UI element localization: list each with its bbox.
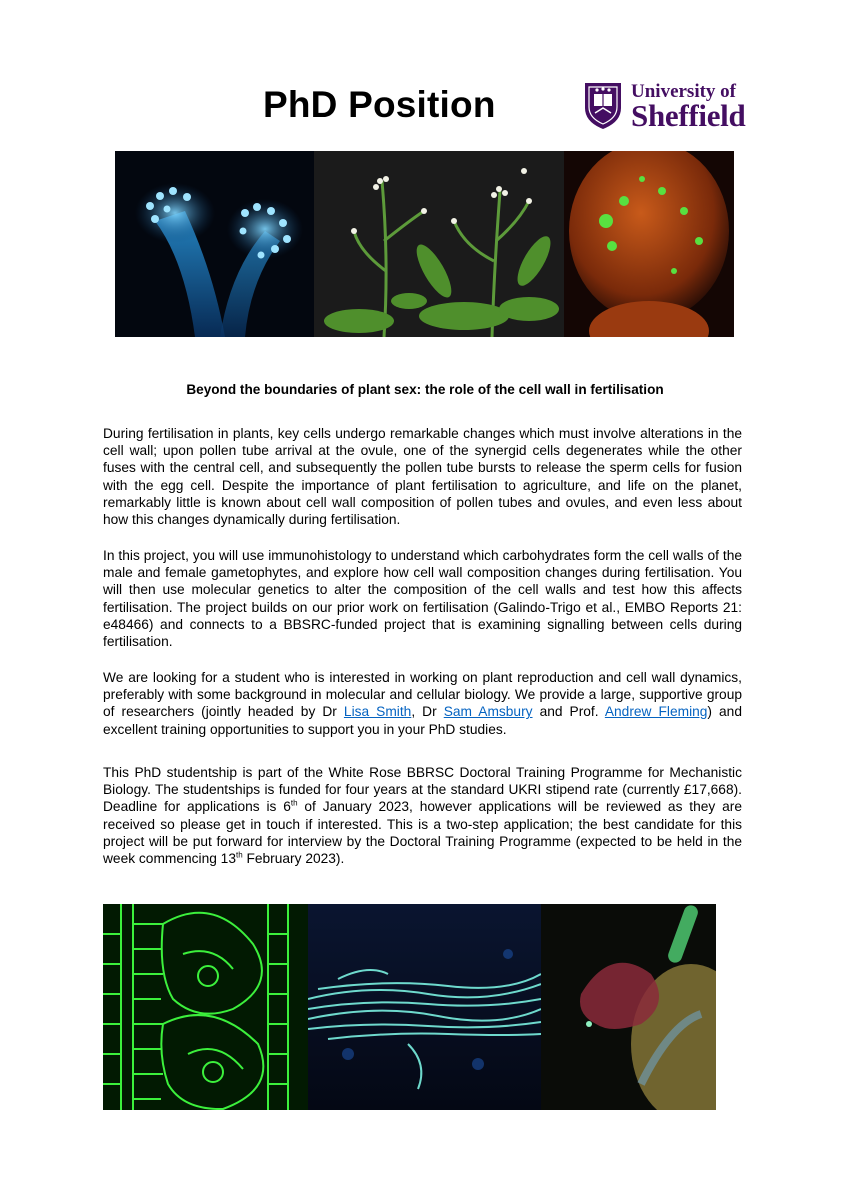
arabidopsis-plant-image — [314, 151, 564, 337]
university-logo — [583, 80, 748, 132]
link-sam-amsbury[interactable]: Sam Amsbury — [443, 704, 533, 720]
link-andrew-fleming[interactable]: Andrew Fleming — [604, 704, 708, 720]
paragraph-text: ) and excellent training opportunities to support you in your PhD studies. — [103, 704, 742, 737]
bottom-image-strip — [103, 904, 716, 1110]
paragraph-background: During fertilisation in plants, key cells undergo remarkable changes which must involve alterations in the cell wall; upon pollen tube arrival at the ovule, one of the synergid cells degenerates while the other fuses with the central cell, and subsequently the pollen tube bursts to release the sperm cells for fusion with the egg cell. Despite the importance of plant fertilisation to agriculture, and life on the planet, remarkably little is known about cell wall composition of pollen tubes and ovules, and even less about how this changes dynamically during fertilisation. — [103, 426, 742, 528]
logo-text-line1: University of — [631, 81, 737, 102]
paragraph-text: February 2023). — [242, 851, 345, 867]
paragraph-text: , Dr — [411, 704, 444, 720]
ovule-fluorescence-image — [564, 151, 734, 337]
project-title: Beyond the boundaries of plant sex: the role of the cell wall in fertilisation — [186, 382, 664, 397]
pollen-tube-fluorescence-image — [115, 151, 314, 337]
paragraph-project: In this project, you will use immunohistology to understand which carbohydrates form the cell walls of the male and female gametophytes, and explore how cell wall composition changes during fertilisation. You will then use molecular genetics to alter the composition of the cell walls and test how this affects fertilisation. The project builds on our prior work on fertilisation (Galindo-Trigo et al., EMBO Reports 21: e48466) and connects to a BBSRC-funded project that is examining signalling between cells during fertilisation. — [103, 548, 742, 650]
link-lisa-smith[interactable]: Lisa Smith — [343, 704, 412, 720]
superscript: th — [290, 798, 298, 808]
top-image-strip — [115, 151, 734, 337]
page-title: PhD Position — [263, 84, 496, 125]
cell-wall-green-image — [103, 904, 308, 1110]
paragraph-text: We are looking for a student who is interested in working on plant reproduction and cell wall dynamics, preferably with some background in molecular and cellular biology. We provide a large, supportive group of researchers (jointly headed by Dr — [103, 670, 742, 720]
fertilised-ovule-image — [541, 904, 716, 1110]
superscript: th — [235, 850, 243, 860]
paragraph-text: of January 2023, however applications will be reviewed as they are received so please get in touch if interested. This is a two-step application; the best candidate for this project will be put forward for interview by the Doctoral Training Programme (expected to be held in the week commencing 13 — [103, 799, 742, 867]
university-crest-icon — [583, 80, 623, 130]
logo-text-line2: Sheffield — [631, 98, 746, 133]
paragraph-studentship — [103, 764, 742, 867]
paragraph-text: This PhD studentship is part of the White Rose BBRSC Doctoral Training Programme for Mechanistic Biology. The studentships is funded for four years at the standard UKRI stipend rate (currently £17,668). Deadline for applications is 6 — [103, 765, 742, 815]
paragraph-text: and Prof. — [532, 704, 605, 720]
pollen-tubes-cyan-image — [308, 904, 541, 1110]
paragraph-applicant — [103, 669, 742, 738]
